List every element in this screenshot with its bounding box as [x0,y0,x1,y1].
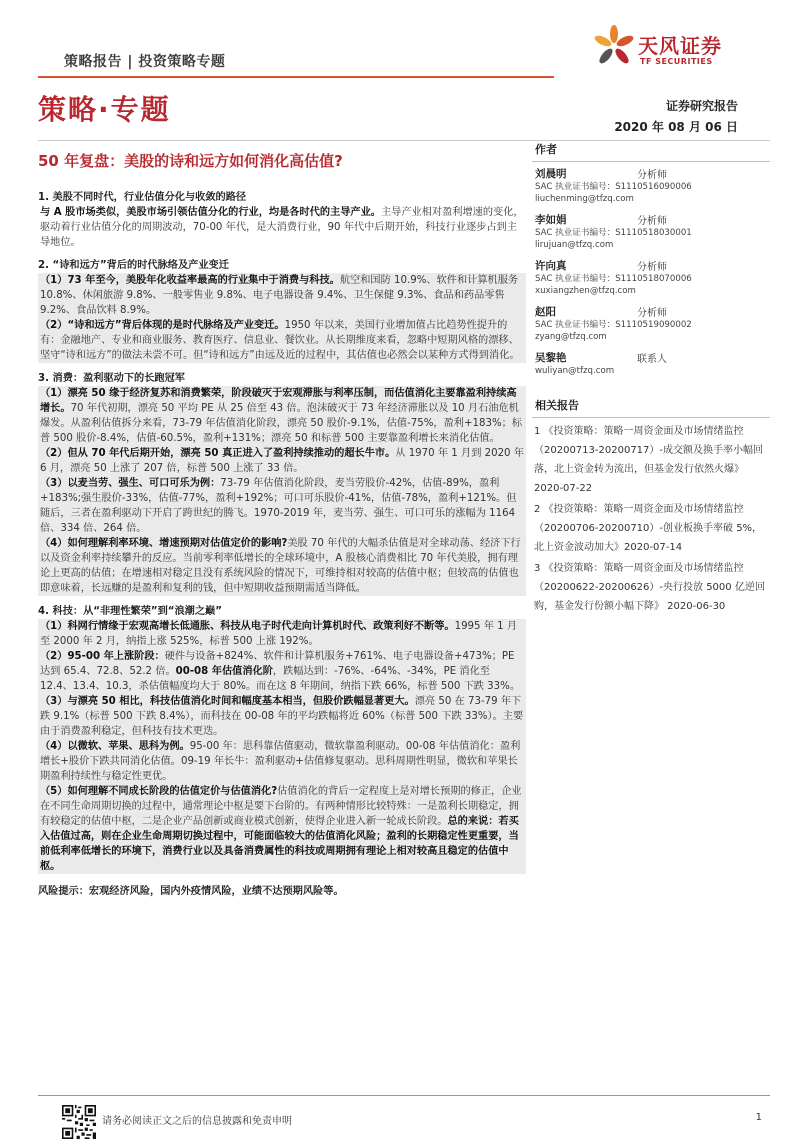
author-role: 分析师 [637,216,667,227]
s4p1-text: 1995 年 1 月至 2000 年 2 月，纳指上涨 525%，标普 500 上涨 192%。 [40,621,518,647]
s2p2-lead: （2）“诗和远方”背后体现的是时代脉络及产业变迁。 [40,320,285,331]
author-name: 刘晨明 [535,168,567,180]
author-cert: SAC 执业证书编号：S1110516090006 [535,182,692,192]
s2p1-lead: （1）73 年至今，美股年化收益率最高的行业集中于消费与科技。 [40,275,340,286]
author-role: 联系人 [637,354,667,365]
related-report-item[interactable]: 1 《投资策略：策略一周资金面及市场情绪监控（20200713-20200717）-成交额及换手率小幅回落，北上资金转为流出，但基金发行依然火爆》2020-07-22 [534,426,764,494]
risk-warning: 风险提示：宏观经济风险，国内外疫情风险，业绩不达预期风险等。 [38,886,344,897]
related-report-item[interactable]: 3 《投资策略：策略一周资金面及市场情绪监控（20200622-20200626）-央行投放 5000 亿逆回购，基金发行份额小幅下降》 2020-06-30 [534,563,765,612]
s4p2-lead: （2）95-00 年上涨阶段： [40,651,165,662]
s2p2-text: 1950 年以来，美国行业增加值占比趋势性提升的有：金融地产、专业和商业服务、教育医疗、信息业、餐饮业。从长期维度来看，忽略中短期风格的漂移、坚守“诗和远方”的做法未尝不可。但“诗和远方”由远及近的过程中，其估值也必然会以某种方式得到消化。 [40,320,520,361]
section-4-paragraph-4 [38,739,526,784]
author-role: 分析师 [637,308,667,319]
author-name: 赵阳 [535,306,556,318]
section-2-paragraph-2 [38,318,526,363]
report-category: 策略报告 | 投资策略专题 [64,54,226,70]
s2p1-text: 航空和国防 10.9%、软件和计算机服务 10.8%、休闲旅游 9.8%、一般零售业 9.8%、电子电器设备 9.4%、卫生保健 9.3%、食品和药品零售 9.2%、食品饮料 8.9%。 [40,275,519,316]
author-email[interactable]: zyang@tfzq.com [535,332,607,342]
main-body [38,190,526,899]
author-role: 分析师 [637,170,667,181]
s4p3-lead: （3）与漂亮 50 相比，科技估值消化时间和幅度基本相当，但股价跌幅显著更大。 [40,696,415,707]
author-role: 分析师 [637,262,667,273]
section-3-paragraph-2 [38,446,526,476]
author-name: 吴黎艳 [535,352,567,364]
author-email[interactable]: wuliyan@tfzq.com [535,366,615,376]
s3p4-lead: （4）如何理解利率环境、增速预期对估值定价的影响? [40,538,288,549]
authors-title: 作者 [532,138,770,162]
s3p1-lead: （1）漂亮 50 缘于经济复苏和消费繁荣，阶段破灭于宏观滞胀与利率压制，而估值消化主要靠盈利持续高增长。 [40,388,517,414]
section-3-paragraph-3 [38,476,526,536]
s3p3-lead: （3）以麦当劳、强生、可口可乐为例： [40,478,221,489]
section-1-title: 1. 美股不同时代，行业估值分化与收敛的路径 [38,192,247,203]
s4p4-text: 95-00 年：思科靠估值驱动，微软靠盈利驱动。00-08 年估值消化：盈利增长+股价下跌共同消化估值。09-19 年长牛：盈利驱动+估值修复驱动。思科周期性明显，微软和苹果长期盈利持续性与稳定性更优。 [40,741,521,782]
section-1-text: 主导产业相对盈利增速的变化，驱动着行业估值分化的周期波动，70-00 年代，是大消费行业，90 年代中后期开始，科技行业逐步占到主导地位。 [40,207,524,248]
logo-english-name: TF SECURITIES [640,57,713,66]
header-rule [38,76,554,78]
page-number: 1 [755,1112,762,1123]
section-2-paragraph-1 [38,273,526,318]
section-3-title: 3. 消费：盈利驱动下的长跑冠军 [38,373,185,384]
s4p5-lead2: 总的来说：若买入估值过高，则在企业生命周期切换过程中，可能面临较大的估值消化风险；盈利的长期稳定性更重要，当前低利率低增长的环境下，消费行业以及具备消费属性的科技或周期拥有理论上相对较高且稳定的估值中枢。 [40,816,519,872]
footer-rule [38,1095,770,1096]
s4p2-lead2: 00-08 年估值消化阶 [175,666,273,677]
related-reports-title: 相关报告 [532,394,770,418]
author-entry [532,162,770,208]
section-1-lead: 与 A 股市场类似，美股市场引领估值分化的行业，均是各时代的主导产业。 [40,207,381,218]
author-name: 李如娟 [535,214,567,226]
s4p5-lead: （5）如何理解不同成长阶段的估值定价与估值消化? [40,786,278,797]
section-3-paragraph-4 [38,536,526,596]
author-email[interactable]: lirujuan@tfzq.com [535,240,614,250]
section-4-paragraph-3 [38,694,526,739]
section-2-title: 2. “诗和远方”背后的时代脉络及产业变迁 [38,260,229,271]
report-date: 2020 年 08 月 06 日 [614,120,738,134]
logo-chinese-name: 天风证券 [638,34,722,58]
section-1-paragraph [38,205,526,250]
s4p2-text: 硬件与设备+824%、软件和计算机服务+761%、电子电器设备+473%；PE 达到 65.4、72.8、52.2 倍。 [40,651,515,677]
report-big-title: 策略·专题 [38,93,171,126]
author-entry [532,346,770,380]
section-4-paragraph-5 [38,784,526,874]
disclaimer: 请务必阅读正文之后的信息披露和免责申明 [102,1116,292,1127]
s4p4-lead: （4）以微软、苹果、思科为例。 [40,741,190,752]
author-cert: SAC 执业证书编号：S1110519090002 [535,320,692,330]
author-entry [532,208,770,254]
author-name: 许向真 [535,260,567,272]
s3p1-text: 70 年代初期，漂亮 50 平均 PE 从 25 倍至 43 倍。泡沫破灭于 73 年经济滞胀以及 10 月石油危机爆发。从盈利估值拆分来看，73-79 年估值消化阶段，漂亮 50 股价-9.1%，估值-75%，盈利+183%；标普 500 股价-8.4%，估值-60.5%，盈利+131%；漂亮 50 和标普 500 主要靠盈利增长来消化估值。 [40,403,523,444]
report-type: 证券研究报告 [665,99,738,113]
author-email[interactable]: liuchenming@tfzq.com [535,194,634,204]
s4p5-text: 估值消化的背后一定程度上是对增长预期的修正，企业在不同生命周期切换的过程中，通常理论中枢是要下台阶的。有两种情形比较特殊：一是盈利长期稳定，拥有较稳定的估值中枢，二是企业产品创新或商业模式创新，使得企业进入新一轮成长阶段。 [40,786,522,827]
s3p2-text: 从 1970 年 1 月到 2020 年 6 月，漂亮 50 上涨了 207 倍，标普 500 上涨了 33 倍。 [40,448,524,474]
s3p3-text: 73-79 年估值消化阶段，麦当劳股价-42%，估值-89%，盈利+183%;强生股价-33%，估值-77%，盈利+192%；可口可乐股价-41%，估值-78%，盈利+121%。但随后，三者在盈利驱动下开启了跨世纪的腾飞。1970-2019 年，麦当劳、强生、可口可乐的涨幅为 1164 倍、334 倍、264 倍。 [40,478,517,534]
qr-code-icon [62,1105,96,1139]
s3p4-text: 美股 70 年代的大幅杀估值是对全球动荡、经济下行以及资金利率持续攀升的反应。当前零利率低增长的全球环境中，A 股核心消费相比 70 年代美股，拥有理论上更高的估值；在增速相对稳定且没有系统风险的情况下，可维持相对较高的估值中枢；但较高的估值也即意味着，长远赚的是盈利和复利的钱，但中短期收益预期需适当降低。 [40,538,521,594]
section-3-paragraph-1 [38,386,526,446]
s4p3-text: 漂亮 50 在 73-79 年下跌 9.1%（标普 500 下跌 8.4%），而科技在 00-08 年的平均跌幅将近 60%（标普 500 下跌 33%）。主要由于消费盈利稳定，但科技有技术更迭。 [40,696,524,737]
report-subtitle: 50 年复盘：美股的诗和远方如何消化高估值? [38,152,343,170]
sidebar [532,138,770,616]
author-entry [532,254,770,300]
author-entry [532,300,770,346]
section-4-paragraph-1 [38,619,526,649]
related-report-item[interactable]: 2 《投资策略：策略一周资金面及市场情绪监控（20200706-20200710）-创业板换手率破 5%，北上资金波动加大》2020-07-14 [534,504,763,553]
section-4-paragraph-2 [38,649,526,694]
author-cert: SAC 执业证书编号：S1110518030001 [535,228,692,238]
s3p2-lead: （2）但从 70 年代后期开始，漂亮 50 真正进入了盈利持续推动的超长牛市。 [40,448,396,459]
author-email[interactable]: xuxiangzhen@tfzq.com [535,286,636,296]
s4p1-lead: （1）科网行情缘于宏观高增长低通胀、科技从电子时代走向计算机时代、政策利好不断等。 [40,621,455,632]
s4p2-text2: ，跌幅达到：-76%、-64%、-34%，PE 消化至 12.4、13.4、10.3，杀估值幅度均大于 80%。而在这 8 年期间，纳指下跌 66%，标普 500 下跌 33%。 [40,666,521,692]
author-cert: SAC 执业证书编号：S1110518070006 [535,274,692,284]
section-4-title: 4. 科技：从“非理性繁荣”到“浪潮之巅” [38,606,222,617]
